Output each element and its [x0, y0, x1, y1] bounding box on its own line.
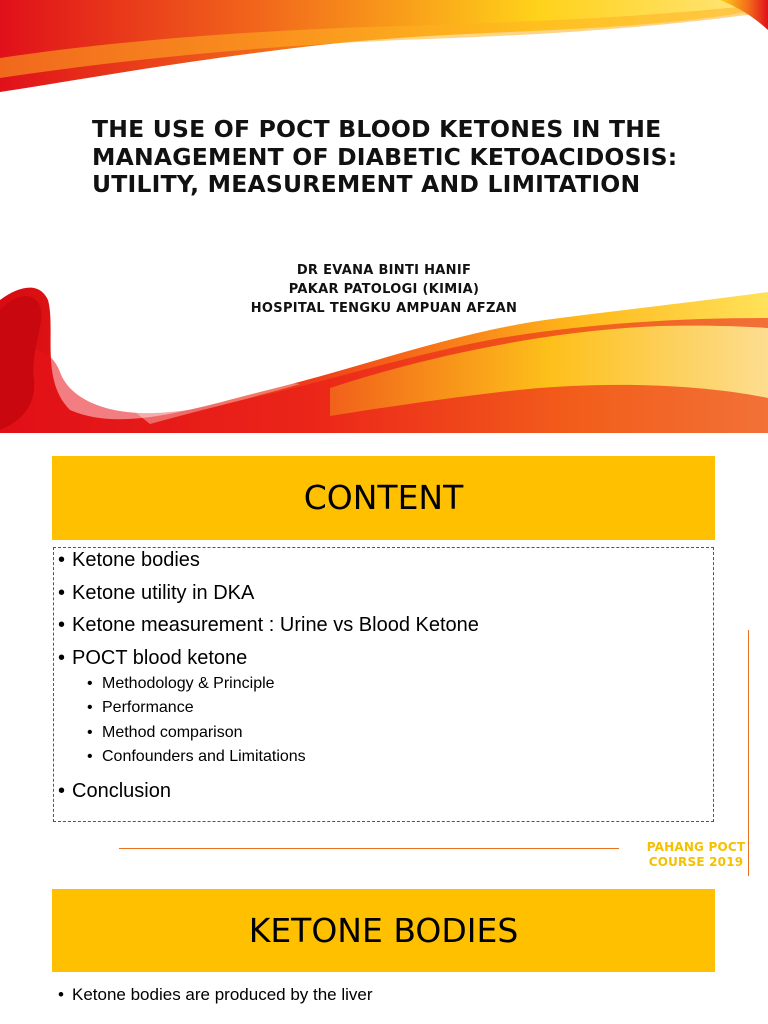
sub-list-item: [58, 676, 479, 701]
list-item-text: Ketone bodies are produced by the liver: [72, 985, 373, 1004]
bullet: •: [58, 614, 66, 636]
bullet: •: [87, 674, 93, 692]
bullet: •: [58, 985, 64, 1004]
list-item: [58, 550, 479, 583]
list-item-text: Methodology & Principle: [102, 674, 275, 692]
author-name: DR EVANA BINTI HANIF: [296, 263, 472, 278]
list-item-text: Ketone measurement : Urine vs Blood Ketone: [72, 614, 479, 636]
list-item-text: Method comparison: [102, 723, 243, 741]
bullet: •: [87, 723, 93, 741]
list-item: [58, 583, 479, 616]
bullet: •: [87, 748, 93, 765]
list-item-text: Ketone utility in DKA: [72, 581, 255, 604]
list-item: [58, 781, 479, 814]
list-item: [58, 615, 479, 648]
author-role: PAKAR PATOLOGI (KIMIA): [288, 282, 480, 297]
bullet: •: [58, 549, 66, 571]
list-item: [58, 986, 373, 1003]
bullet: •: [58, 646, 66, 669]
bullet: •: [58, 581, 66, 604]
list-item: [58, 648, 479, 676]
ketone-bodies-slide: [0, 876, 768, 1024]
ketone-bodies-heading: KETONE BODIES: [52, 889, 715, 972]
author-block: [0, 261, 768, 318]
sub-list-item: [58, 725, 479, 750]
bullet: •: [58, 780, 66, 802]
list-item-text: Ketone bodies: [72, 549, 200, 571]
slide-title: THE USE OF POCT BLOOD KETONES IN THE MANAGEMENT OF DIABETIC KETOACIDOSIS: UTILITY, MEASUREMENT AND LIMITATION: [92, 115, 678, 198]
content-list: [58, 550, 479, 814]
sub-list-item: [58, 700, 479, 725]
slide-footer: PAHANG POCT COURSE 2019: [646, 840, 746, 869]
list-item-text: POCT blood ketone: [72, 646, 248, 669]
sub-list-item: [58, 749, 479, 773]
list-item-text: Conclusion: [72, 780, 171, 802]
author-hospital: HOSPITAL TENGKU AMPUAN AFZAN: [250, 301, 518, 316]
bullet: •: [87, 699, 93, 716]
list-item-text: Performance: [102, 699, 194, 716]
title-slide: [0, 0, 768, 433]
accent-horizontal-line: [119, 848, 619, 849]
content-slide: [0, 433, 768, 876]
content-heading: CONTENT: [52, 456, 715, 540]
list-item-text: Confounders and Limitations: [102, 748, 306, 765]
flame-swirl-decoration: [0, 0, 768, 433]
